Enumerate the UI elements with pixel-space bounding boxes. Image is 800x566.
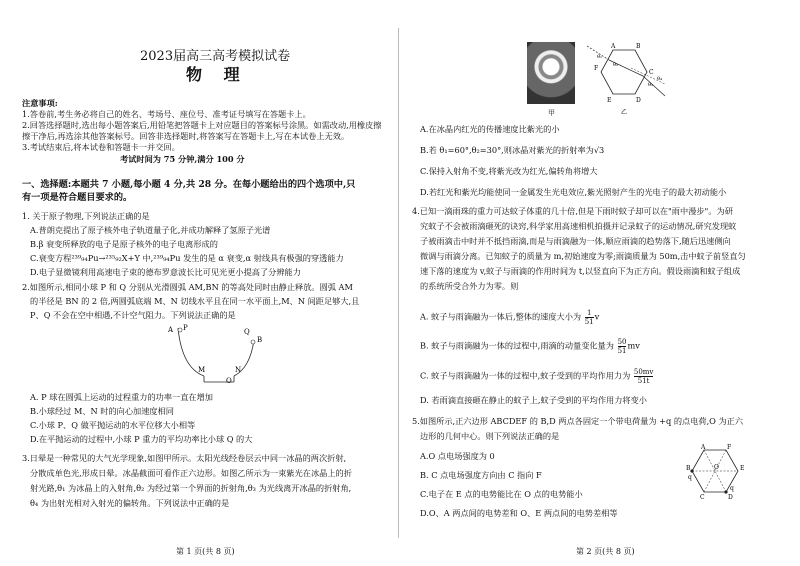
label-o: O <box>226 377 232 384</box>
notice-line-1: 1.答卷前,考生务必将自己的姓名、考场号、座位号、准考证号填写在答题卡上。 <box>22 109 311 119</box>
q2-stem-line-3: P、Q 不会在空中相遇,不计空气阻力。下列说法正确的是 <box>30 310 236 320</box>
label-q: Q <box>244 328 250 336</box>
q4-option-c: C. 蚊子与雨滴融为一体的过程中,蚊子受到的平均作用力为 $\frac{50mv}{51t}$ <box>420 368 654 385</box>
time-info: 考试时间为 75 分钟,满分 100 分 <box>120 154 245 164</box>
q4-option-d: D. 若雨滴直接砸在静止的蚊子上,蚊子受到的平均作用力将变小 <box>420 395 647 405</box>
q5-option-a: A.O 点电场强度为 0 <box>420 451 495 461</box>
label-n: N <box>235 366 242 374</box>
subject-title: 物 理 <box>186 65 248 84</box>
section-1-heading-line-2: 有一项是符合题目要求的。 <box>22 192 133 203</box>
q3-option-c: C.保持入射角不变,将紫光改为红光,偏转角将增大 <box>420 166 598 176</box>
page-2-footer: 第 2 页(共 8 页) <box>576 547 635 556</box>
q5-stem-line-2: 边形的几何中心。则下列说法正确的是 <box>420 431 560 441</box>
page-1-footer: 第 1 页(共 8 页) <box>176 547 235 556</box>
theta-4: θ₄ <box>657 76 663 82</box>
q3-option-d: D.若红光和紫光均能使同一金属发生光电效应,紫光照射产生的光电子的最大初动能小 <box>420 187 727 197</box>
q3-option-a: A.在冰晶内红光的传播速度比紫光的小 <box>420 124 560 134</box>
q4-stem-line-3: 子被雨滴击中时并不抵挡雨滴,而是与雨滴融为一体,顺应雨滴的趋势落下,随后迅速侧向 <box>420 236 731 246</box>
q5-charge-label-b: q <box>688 474 692 481</box>
q2-stem-line-2: 的半径是 BN 的 2 倍,两圆弧底端 M、N 切线水平且在同一水平面上,M、N 间距足够大,且 <box>30 296 360 306</box>
q2-stem-line-1: 2.如图所示,相同小球 P 和 Q 分别从光滑圆弧 AM,BN 的等高处同时由静止释放。圆弧 AM <box>22 282 353 292</box>
q2-option-d: D.在平抛运动的过程中,小球 P 重力的平均功率比小球 Q 的大 <box>30 434 253 444</box>
q4-option-b: B. 蚊子与雨滴融为一体的过程中,雨滴的动量变化量为 $\frac{50}{51}$ mv <box>420 338 640 355</box>
q4-stem-line-4: 微调与雨滴分离。已知蚊子的质量为 m,初始速度为零;雨滴质量为 50m,击中蚊子前竖直匀 <box>420 251 746 261</box>
hexagon-crystal <box>601 50 647 94</box>
q2-option-b: B.小球经过 M、N 时的向心加速度相同 <box>30 406 174 416</box>
q5-stem-line-1: 5.如图所示,正六边形 ABCDEF 的 B,D 两点各固定一个带电荷量为 +q 的点电荷,O 为正六 <box>412 416 744 426</box>
theta-1: θ₁ <box>597 54 603 60</box>
hex-label-a: A <box>611 43 616 50</box>
label-b: B <box>257 336 263 344</box>
page-divider <box>398 28 399 538</box>
q3-stem-line-1: 3.日晕是一种常见的大气光学现象,如图甲所示。太阳光线经卷层云中同一冰晶的两次折射, <box>22 453 347 463</box>
hex-label-b: B <box>636 43 641 50</box>
q2-arc-figure <box>168 322 268 384</box>
q4-stem-line-5: 速下落的速度为 v,蚊子与雨滴的作用时间为 t,以竖直向下为正方向。假设雨滴和蚊子组成 <box>420 266 741 276</box>
q4-option-a: A. 蚊子与雨滴融为一体后,整体的速度大小为 $\frac{1}{51}$ v <box>420 309 600 326</box>
q2-option-a: A. P 球在圆弧上运动的过程重力的功率一直在增加 <box>30 392 213 402</box>
q4-stem-line-6: 的系统所受合外力为零。则 <box>420 281 519 291</box>
ball-p <box>178 328 182 332</box>
theta-3: θ₃ <box>648 82 654 88</box>
caption-jia: 甲 <box>548 109 555 117</box>
ball-q <box>251 340 255 344</box>
hex-label-c: C <box>649 69 654 76</box>
q5-label-c: C <box>700 494 705 500</box>
q5-label-d: D <box>728 494 733 500</box>
q5-option-d: D.O、A 两点间的电势差和 O、E 两点间的电势差相等 <box>420 508 618 518</box>
hex-label-f: F <box>594 65 599 72</box>
notice-line-2: 2.回答选择题时,选出每小题答案后,用铅笔把答题卡上对应题目的答案标号涂黑。如需改动,用橡皮擦 <box>22 120 382 130</box>
q5-label-e: E <box>740 465 745 472</box>
q1-option-a: A.普朗克提出了原子核外电子轨道量子化,并成功解释了氢原子光谱 <box>30 225 271 235</box>
q5-label-a: A <box>701 444 706 451</box>
theta-2: θ₂ <box>613 62 619 68</box>
q3-stem-line-2: 分散成单色光,形成日晕。冰晶截面可看作正六边形。如图乙所示为一束紫光在冰晶上的折 <box>30 468 352 478</box>
q3-stem-line-4: θ₄ 为出射光相对入射光的偏转角。下列说法中正确的是 <box>30 498 230 508</box>
exam-title: 2023届高三高考模拟试卷 <box>140 49 291 64</box>
q1-option-c: C.衰变方程²³⁹₉₄Pu→²³⁵₉₂X+Y 中,²³⁹₉₄Pu 发生的是 α 衰变,α 射线具有极强的穿透能力 <box>30 253 344 263</box>
q3-option-b: B.若 θ₁=60°,θ₂=30°,则冰晶对紫光的折射率为√3 <box>420 145 605 155</box>
q5-label-f: F <box>727 444 732 451</box>
label-m: M <box>198 366 206 374</box>
q3-stem-line-3: 射光路,θ₁ 为冰晶上的入射角,θ₂ 为经过第一个界面的折射角,θ₃ 为光线离开冰晶的折射角, <box>30 483 352 493</box>
q5-label-b: B <box>686 465 691 472</box>
notice-line-3: 擦干净后,再选涂其他答案标号。回答非选择题时,将答案写在答题卡上,写在本试卷上无效。 <box>22 131 350 141</box>
q2-option-c: C.小球 P、Q 做平抛运动的水平位移大小相等 <box>30 420 196 430</box>
q1-stem: 1. 关于原子物理,下列说法正确的是 <box>22 211 150 221</box>
q1-option-b: B.β 衰变所释放的电子是原子核外的电子电离形成的 <box>30 239 218 249</box>
q4-stem-line-2: 究蚊子不会被雨滴砸死的诀窍,科学家用高速相机拍摄并记录蚊子的运动情况,研究发现蚊 <box>420 221 737 231</box>
label-a: A <box>168 326 174 334</box>
q5-hexagon-figure <box>686 444 746 500</box>
halo-photo <box>527 42 575 104</box>
q4-stem-line-1: 4.已知一滴雨珠的重力可达蚊子体重的几十倍,但是下雨时蚊子却可以在"雨中漫步"。为研 <box>412 206 733 216</box>
section-1-heading-line-1: 一、选择题:本题共 7 小题,每小题 4 分,共 28 分。在每小题给出的四个选项中,只 <box>22 179 356 190</box>
caption-yi: 乙 <box>621 109 628 116</box>
notice-line-4: 3.考试结束后,将本试卷和答题卡一并交回。 <box>22 142 180 152</box>
q5-option-c: C.电子在 E 点的电势能比在 O 点的电势能小 <box>420 489 583 499</box>
q5-charge-label-d: q <box>730 485 734 492</box>
charge-b <box>690 469 693 472</box>
hexagon-light-path-figure <box>585 40 675 118</box>
hex-label-e: E <box>607 97 612 104</box>
q5-option-b: B. C 点电场强度方向由 C 指向 F <box>420 470 542 480</box>
q5-label-o: O <box>714 464 719 471</box>
label-p: P <box>183 324 188 332</box>
hex-label-d: D <box>636 97 641 104</box>
q1-option-d: D.电子显微镜利用高速电子束的德布罗意波长比可见光更小提高了分辨能力 <box>30 267 301 277</box>
notice-heading: 注意事项: <box>22 98 58 108</box>
